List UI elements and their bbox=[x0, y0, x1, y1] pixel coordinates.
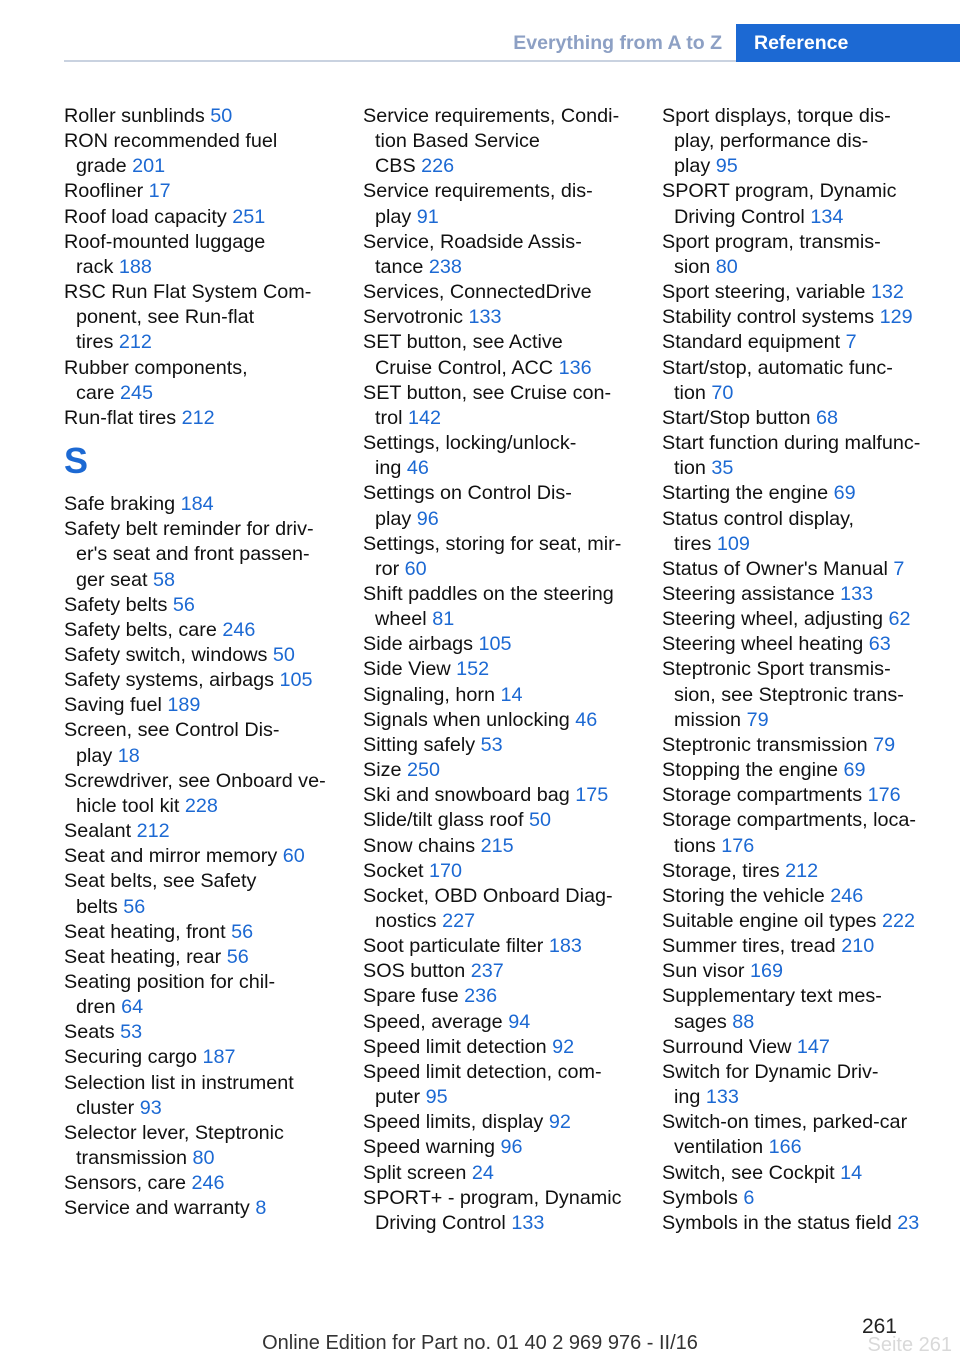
page-link[interactable]: 169 bbox=[749, 960, 783, 983]
index-term: Symbols bbox=[662, 1186, 744, 1209]
index-term: Steering assistance bbox=[662, 582, 841, 605]
page-link[interactable]: 222 bbox=[881, 910, 915, 932]
index-entry bbox=[662, 305, 958, 330]
page-link[interactable]: 227 bbox=[442, 910, 476, 932]
index-term: Roof-mounted luggage rack bbox=[64, 230, 266, 278]
index-term: Safety switch, windows bbox=[64, 643, 273, 666]
index-term: Services, ConnectedDrive bbox=[363, 281, 592, 304]
page-link[interactable]: 215 bbox=[480, 834, 514, 857]
page-link[interactable]: 212 bbox=[136, 820, 170, 843]
page-link[interactable]: 70 bbox=[711, 381, 734, 404]
page-link[interactable]: 95 bbox=[425, 1086, 448, 1109]
index-entry bbox=[662, 1035, 958, 1060]
index-entry bbox=[64, 718, 354, 768]
index-term: Sport displays, torque dis‐ play, performance dis‐ play bbox=[662, 105, 891, 178]
index-term: Socket, OBD Onboard Diag‐ nostics bbox=[363, 884, 613, 932]
index-entry bbox=[662, 1110, 958, 1160]
index-column-3 bbox=[662, 104, 958, 1236]
index-entry bbox=[363, 481, 653, 531]
index-term: Roller sunblinds bbox=[64, 105, 211, 127]
index-term: Speed warning bbox=[363, 1136, 501, 1159]
page-link[interactable]: 245 bbox=[119, 381, 153, 404]
page-link[interactable]: 24 bbox=[471, 1161, 494, 1184]
page-link[interactable]: 91 bbox=[416, 205, 439, 228]
page-link[interactable]: 17 bbox=[148, 180, 171, 203]
index-term: Symbols in the status field bbox=[662, 1211, 898, 1234]
index-term: Side airbags bbox=[363, 633, 479, 656]
index-term: Servotronic bbox=[363, 306, 469, 329]
index-entry bbox=[363, 934, 653, 959]
index-term: Supplementary text mes‐ sages bbox=[662, 985, 882, 1033]
page-link[interactable]: 170 bbox=[428, 859, 462, 882]
index-entry bbox=[662, 783, 958, 808]
page-link[interactable]: 50 bbox=[529, 809, 552, 832]
index-term: Switch-on times, parked-car ventilation bbox=[662, 1111, 908, 1159]
index-entry bbox=[662, 733, 958, 758]
index-term: Service, Roadside Assis‐ tance bbox=[363, 230, 582, 278]
page-link[interactable]: 226 bbox=[421, 155, 455, 178]
index-entry bbox=[662, 406, 958, 431]
page-link[interactable]: 105 bbox=[279, 669, 313, 692]
index-term: Size bbox=[363, 759, 407, 782]
index-entry bbox=[363, 808, 653, 833]
chapter-tab: Reference bbox=[736, 24, 960, 62]
index-term: Status control display, tires bbox=[662, 507, 855, 555]
index-term: Seats bbox=[64, 1021, 121, 1044]
index-entry bbox=[662, 934, 958, 959]
index-term: Surround View bbox=[662, 1035, 797, 1058]
index-entry bbox=[662, 808, 958, 858]
index-term: Summer tires, tread bbox=[662, 935, 842, 958]
page-link[interactable]: 176 bbox=[867, 784, 901, 807]
index-term: Switch for Dynamic Driv‐ ing bbox=[662, 1060, 879, 1109]
index-entry bbox=[363, 632, 653, 657]
index-term: Safety belts bbox=[64, 593, 173, 616]
index-entry bbox=[64, 668, 354, 693]
index-term: Switch, see Cockpit bbox=[662, 1161, 841, 1184]
index-term: Suitable engine oil types bbox=[662, 910, 882, 932]
index-term: Sport program, transmis‐ sion bbox=[662, 230, 881, 278]
page-link[interactable]: 92 bbox=[548, 1111, 571, 1134]
index-entry bbox=[662, 909, 958, 934]
index-entry bbox=[662, 230, 958, 280]
page-link[interactable]: 35 bbox=[711, 457, 734, 480]
index-term: Signaling, horn bbox=[363, 683, 501, 706]
page-link[interactable]: 14 bbox=[500, 683, 523, 706]
index-term: SET button, see Active Cruise Control, ACC bbox=[363, 331, 563, 379]
index-term: Steptronic Sport transmis‐ sion, see Steptronic trans‐ mission bbox=[662, 658, 904, 731]
index-entry bbox=[662, 507, 958, 557]
page-link[interactable]: 79 bbox=[873, 733, 896, 756]
index-entry bbox=[662, 557, 958, 582]
index-entry bbox=[363, 859, 653, 884]
section-title: Everything from A to Z bbox=[513, 32, 722, 54]
page-link[interactable]: 184 bbox=[180, 493, 214, 516]
index-term: Split screen bbox=[363, 1161, 472, 1184]
page-link[interactable]: 23 bbox=[897, 1211, 920, 1234]
index-term: Signals when unlocking bbox=[363, 708, 576, 731]
index-term: Snow chains bbox=[363, 834, 481, 857]
page-link[interactable]: 105 bbox=[478, 633, 512, 656]
page-link[interactable]: 95 bbox=[715, 155, 738, 178]
index-term: SOS button bbox=[363, 960, 471, 983]
index-entry bbox=[363, 1060, 653, 1110]
index-term: RSC Run Flat System Com‐ ponent, see Run-flat tires bbox=[64, 281, 312, 354]
index-term: Saving fuel bbox=[64, 694, 168, 717]
index-term: Safe braking bbox=[64, 493, 181, 516]
index-entry bbox=[363, 884, 653, 934]
page-number: 261 bbox=[861, 1315, 897, 1338]
index-term: Shift paddles on the steering wheel bbox=[363, 582, 614, 631]
index-entry bbox=[64, 693, 354, 718]
index-entry bbox=[662, 356, 958, 406]
index-entry bbox=[64, 492, 354, 517]
index-entry bbox=[363, 179, 653, 229]
index-entry bbox=[662, 959, 958, 984]
page-link[interactable]: 62 bbox=[888, 608, 911, 631]
page-link[interactable]: 96 bbox=[416, 507, 439, 530]
index-term: Sun visor bbox=[662, 960, 750, 983]
page-link[interactable]: 109 bbox=[716, 532, 750, 555]
index-term: Roofliner bbox=[64, 180, 149, 203]
index-term: Settings on Control Dis‐ play bbox=[363, 482, 572, 530]
index-entry bbox=[363, 834, 653, 859]
page-link[interactable]: 152 bbox=[456, 658, 490, 681]
index-term: Seat heating, front bbox=[64, 920, 232, 943]
page-link[interactable]: 80 bbox=[192, 1147, 215, 1170]
index-term: Start/stop, automatic func‐ tion bbox=[662, 356, 893, 404]
page-link[interactable]: 58 bbox=[152, 568, 175, 591]
index-term: Settings, storing for seat, mir‐ ror bbox=[363, 532, 622, 580]
page-link[interactable]: 133 bbox=[511, 1211, 545, 1234]
index-entry bbox=[363, 1135, 653, 1160]
index-entry bbox=[363, 1186, 653, 1236]
page-link[interactable]: 176 bbox=[721, 834, 755, 857]
index-term: Seating position for chil‐ dren bbox=[64, 971, 276, 1019]
page-link[interactable]: 133 bbox=[705, 1086, 739, 1109]
index-entry bbox=[64, 205, 354, 230]
index-entry bbox=[64, 618, 354, 643]
page-link[interactable]: 64 bbox=[121, 996, 144, 1019]
index-entry bbox=[64, 280, 354, 355]
page-link[interactable]: 69 bbox=[843, 759, 866, 782]
index-entry bbox=[64, 819, 354, 844]
page-link[interactable]: 8 bbox=[255, 1197, 267, 1220]
index-term: Starting the engine bbox=[662, 482, 834, 505]
page-link[interactable]: 246 bbox=[830, 884, 864, 907]
index-term: Safety belts, care bbox=[64, 618, 223, 641]
page-link[interactable]: 63 bbox=[868, 633, 891, 656]
page-link[interactable]: 166 bbox=[768, 1136, 802, 1159]
page-link[interactable]: 189 bbox=[167, 694, 201, 717]
index-entry bbox=[363, 582, 653, 632]
index-term: Start function during malfunc‐ tion bbox=[662, 432, 921, 480]
page-link[interactable]: 187 bbox=[202, 1046, 236, 1069]
page-link[interactable]: 136 bbox=[558, 356, 592, 379]
index-term: SPORT+ - program, Dynamic Driving Control bbox=[363, 1186, 622, 1234]
index-term: Standard equipment bbox=[662, 331, 846, 354]
page-link[interactable]: 246 bbox=[222, 618, 256, 641]
index-entry bbox=[662, 481, 958, 506]
page-link[interactable]: 7 bbox=[845, 331, 857, 354]
index-entry bbox=[64, 643, 354, 668]
index-entry bbox=[64, 406, 354, 431]
page-link[interactable]: 251 bbox=[232, 205, 266, 228]
index-entry bbox=[64, 517, 354, 592]
index-term: Soot particulate filter bbox=[363, 935, 549, 958]
page-link[interactable]: 6 bbox=[743, 1186, 755, 1209]
footer-edition: Online Edition for Part no. 01 40 2 969 976 - II/16 bbox=[262, 1332, 698, 1354]
page-link[interactable]: 56 bbox=[231, 920, 254, 943]
index-term: Service requirements, dis‐ play bbox=[363, 180, 593, 228]
index-term: Speed limit detection bbox=[363, 1035, 553, 1058]
index-entry bbox=[363, 783, 653, 808]
watermark-text: Seite 261 bbox=[867, 1334, 952, 1356]
page-link[interactable]: 14 bbox=[840, 1161, 863, 1184]
index-entry bbox=[64, 1196, 354, 1221]
index-term: Spare fuse bbox=[363, 985, 465, 1008]
page-link[interactable]: 147 bbox=[796, 1035, 830, 1058]
index-term: Start/Stop button bbox=[662, 406, 816, 429]
index-column-2 bbox=[363, 104, 653, 1236]
index-term: Steering wheel heating bbox=[662, 633, 869, 656]
index-column-1 bbox=[64, 104, 354, 1222]
index-term: Storage compartments, loca‐ tions bbox=[662, 809, 916, 857]
page-link[interactable]: 237 bbox=[470, 960, 504, 983]
index-entry bbox=[363, 1110, 653, 1135]
index-term: Screwdriver, see Onboard ve‐ hicle tool kit bbox=[64, 769, 326, 817]
index-entry bbox=[662, 280, 958, 305]
page-link[interactable]: 50 bbox=[272, 643, 295, 666]
page-link[interactable]: 7 bbox=[893, 557, 905, 580]
index-term: Speed, average bbox=[363, 1010, 509, 1033]
page-link[interactable]: 132 bbox=[870, 281, 904, 304]
index-entry bbox=[64, 970, 354, 1020]
index-term: Stability control systems bbox=[662, 306, 880, 329]
page-link[interactable]: 133 bbox=[840, 582, 874, 605]
index-term: SET button, see Cruise con‐ trol bbox=[363, 381, 612, 429]
index-term: Side View bbox=[363, 658, 457, 681]
index-entry bbox=[363, 381, 653, 431]
index-term: Steptronic transmission bbox=[662, 733, 874, 756]
page-link[interactable]: 53 bbox=[480, 733, 503, 756]
page-link[interactable]: 46 bbox=[575, 708, 598, 731]
page-link[interactable]: 183 bbox=[548, 935, 582, 958]
page-link[interactable]: 69 bbox=[833, 482, 856, 505]
page-link[interactable]: 210 bbox=[841, 935, 875, 958]
index-entry bbox=[64, 844, 354, 869]
index-term: Speed limits, display bbox=[363, 1111, 549, 1134]
index-entry bbox=[662, 1186, 958, 1211]
index-entry bbox=[363, 733, 653, 758]
index-term: Sealant bbox=[64, 820, 137, 843]
index-entry bbox=[662, 758, 958, 783]
index-entry bbox=[662, 1211, 958, 1236]
index-entry bbox=[64, 593, 354, 618]
index-entry bbox=[662, 859, 958, 884]
index-entry bbox=[662, 607, 958, 632]
page-link[interactable]: 212 bbox=[785, 859, 819, 882]
index-entry bbox=[363, 1161, 653, 1186]
page-link[interactable]: 60 bbox=[282, 845, 305, 868]
index-entry bbox=[64, 356, 354, 406]
page-link[interactable]: 228 bbox=[184, 794, 218, 817]
index-entry bbox=[363, 104, 653, 179]
index-entry bbox=[363, 305, 653, 330]
page-link[interactable]: 60 bbox=[404, 557, 427, 580]
index-term: Safety belt reminder for driv‐ er's seat and front passen‐ ger seat bbox=[64, 518, 314, 591]
page-link[interactable]: 236 bbox=[464, 985, 498, 1008]
index-term: Roof load capacity bbox=[64, 205, 233, 228]
index-letter-heading: S bbox=[64, 440, 89, 482]
index-entry bbox=[363, 959, 653, 984]
index-entry bbox=[64, 230, 354, 280]
index-term: Ski and snowboard bag bbox=[363, 784, 576, 807]
index-term: Steering wheel, adjusting bbox=[662, 608, 889, 631]
page-link[interactable]: 81 bbox=[432, 608, 455, 631]
index-entry bbox=[363, 1010, 653, 1035]
index-term: Selection list in instrument cluster bbox=[64, 1071, 294, 1119]
index-term: SPORT program, Dynamic Driving Control bbox=[662, 180, 897, 228]
index-term: Service requirements, Condi‐ tion Based Service CBS bbox=[363, 105, 620, 178]
index-term: Run-flat tires bbox=[64, 406, 182, 429]
page-header bbox=[64, 24, 960, 62]
page-link[interactable]: 94 bbox=[508, 1010, 531, 1033]
page-link[interactable]: 79 bbox=[746, 708, 769, 731]
index-term: Storing the vehicle bbox=[662, 884, 831, 907]
index-entry bbox=[64, 769, 354, 819]
index-entry bbox=[662, 884, 958, 909]
page-link[interactable]: 88 bbox=[732, 1010, 755, 1033]
index-term: Sensors, care bbox=[64, 1172, 192, 1195]
index-entry bbox=[662, 1161, 958, 1186]
page-link[interactable]: 133 bbox=[468, 306, 502, 329]
index-entry bbox=[363, 758, 653, 783]
index-entry bbox=[64, 104, 354, 129]
index-term: Seat and mirror memory bbox=[64, 845, 283, 868]
index-entry bbox=[64, 920, 354, 945]
index-term: Settings, locking/unlock‐ ing bbox=[363, 432, 577, 480]
index-entry bbox=[64, 1071, 354, 1121]
index-term: Seat belts, see Safety belts bbox=[64, 870, 257, 918]
index-entry bbox=[64, 1121, 354, 1171]
index-entry bbox=[662, 104, 958, 179]
index-term: Securing cargo bbox=[64, 1046, 203, 1069]
index-term: Speed limit detection, com‐ puter bbox=[363, 1060, 602, 1109]
page-link[interactable]: 96 bbox=[500, 1136, 523, 1159]
index-term: Storage compartments bbox=[662, 784, 868, 807]
page-link[interactable]: 129 bbox=[879, 306, 913, 329]
index-entry bbox=[363, 1035, 653, 1060]
index-entry bbox=[662, 657, 958, 732]
index-entry bbox=[662, 1060, 958, 1110]
page-link[interactable]: 201 bbox=[132, 155, 166, 178]
index-entry bbox=[363, 230, 653, 280]
page-link[interactable]: 246 bbox=[191, 1172, 225, 1195]
page-link[interactable]: 212 bbox=[181, 406, 215, 429]
index-term: Sport steering, variable bbox=[662, 281, 871, 304]
index-term: RON recommended fuel grade bbox=[64, 130, 278, 178]
index-entry bbox=[64, 869, 354, 919]
index-entry bbox=[662, 582, 958, 607]
index-entry bbox=[363, 708, 653, 733]
page-link[interactable]: 134 bbox=[810, 205, 844, 228]
page-link[interactable]: 68 bbox=[815, 406, 838, 429]
page-link[interactable]: 46 bbox=[406, 457, 429, 480]
page-link[interactable]: 80 bbox=[715, 255, 738, 278]
index-entry bbox=[662, 330, 958, 355]
index-entry bbox=[662, 984, 958, 1034]
index-entry bbox=[64, 1045, 354, 1070]
index-term: Storage, tires bbox=[662, 859, 786, 882]
page-link[interactable]: 92 bbox=[552, 1035, 575, 1058]
index-entry bbox=[64, 1020, 354, 1045]
index-term: Safety systems, airbags bbox=[64, 669, 280, 692]
page-link[interactable]: 212 bbox=[118, 331, 152, 354]
page-link[interactable]: 53 bbox=[120, 1021, 143, 1044]
page-link[interactable]: 188 bbox=[118, 255, 152, 278]
index-term: Rubber components, care bbox=[64, 356, 248, 404]
index-term: Status of Owner's Manual bbox=[662, 557, 894, 580]
index-entry bbox=[363, 431, 653, 481]
page-link[interactable]: 142 bbox=[407, 406, 441, 429]
page-link[interactable]: 18 bbox=[117, 744, 140, 767]
index-term: Socket bbox=[363, 859, 429, 882]
index-entry bbox=[363, 984, 653, 1009]
index-term: Selector lever, Steptronic transmission bbox=[64, 1121, 284, 1170]
index-entry bbox=[363, 532, 653, 582]
index-term: Service and warranty bbox=[64, 1197, 256, 1220]
index-entry bbox=[363, 330, 653, 380]
index-entry bbox=[363, 657, 653, 682]
index-entry bbox=[363, 683, 653, 708]
index-entry bbox=[64, 945, 354, 970]
index-term: Slide/tilt glass roof bbox=[363, 809, 530, 832]
index-term: Stopping the engine bbox=[662, 759, 844, 782]
index-entry bbox=[662, 431, 958, 481]
page-link[interactable]: 56 bbox=[123, 895, 146, 918]
page-link[interactable]: 50 bbox=[210, 105, 233, 127]
index-entry bbox=[363, 280, 653, 305]
index-term: Sitting safely bbox=[363, 733, 481, 756]
page-link[interactable]: 250 bbox=[406, 759, 440, 782]
page-link[interactable]: 93 bbox=[139, 1096, 162, 1119]
index-entry bbox=[662, 179, 958, 229]
index-entry bbox=[64, 1171, 354, 1196]
index-entry bbox=[64, 179, 354, 204]
index-entry bbox=[662, 632, 958, 657]
page-link[interactable]: 175 bbox=[575, 784, 609, 807]
index-term: Screen, see Control Dis‐ play bbox=[64, 719, 280, 767]
page-link[interactable]: 238 bbox=[428, 255, 462, 278]
page-link[interactable]: 56 bbox=[226, 945, 249, 968]
index-entry bbox=[64, 129, 354, 179]
index-term: Seat heating, rear bbox=[64, 945, 227, 968]
page-link[interactable]: 56 bbox=[172, 593, 195, 616]
